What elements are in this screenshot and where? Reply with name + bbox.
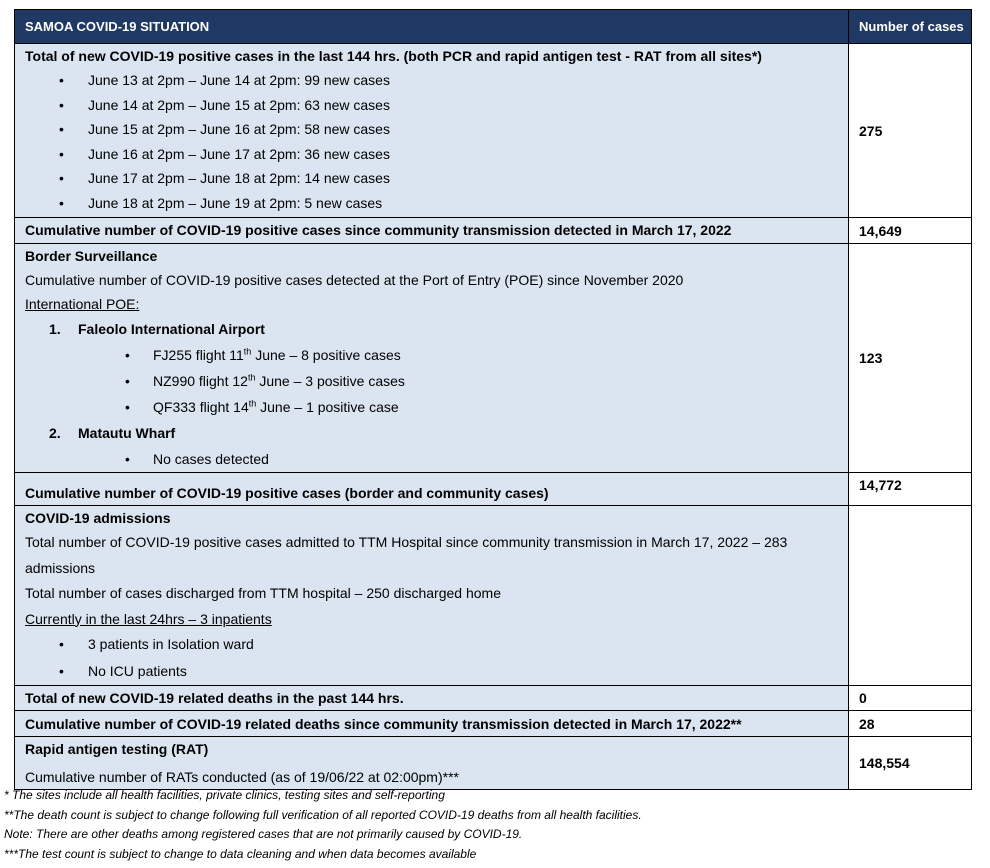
- wharf-heading: [25, 420, 848, 446]
- airport-number: 1.: [49, 321, 61, 337]
- border-desc: Cumulative number of COVID-19 positive cases detected at the Port of Entry (POE) since November 2020: [25, 272, 684, 288]
- list-item: • June 14 at 2pm – June 15 at 2pm: 63 new cases: [25, 93, 848, 118]
- row-cumulative-total: [15, 473, 972, 506]
- airport-name: Faleolo International Airport: [78, 321, 265, 337]
- cumulative-deaths-value: 28: [849, 710, 972, 736]
- header-row: [15, 10, 972, 44]
- flight-sup: th: [247, 372, 256, 383]
- admissions-title: COVID-19 admissions: [25, 510, 171, 526]
- list-item: • June 17 at 2pm – June 18 at 2pm: 14 new cases: [25, 166, 848, 191]
- admissions-current: Currently in the last 24hrs – 3 inpatients: [25, 610, 272, 627]
- intl-poe-label: International POE:: [25, 296, 140, 312]
- footnote: * The sites include all health facilities, private clinics, testing sites and self-reporting: [4, 788, 445, 802]
- rat-title: Rapid antigen testing (RAT): [25, 740, 209, 757]
- rat-desc: Cumulative number of RATs conducted (as of 19/06/22 at 02:00pm)***: [25, 768, 459, 785]
- cumulative-community-value: 14,649: [849, 218, 972, 244]
- flights-list: [25, 342, 848, 420]
- flight-sup: th: [243, 346, 252, 357]
- flight-sup: th: [248, 398, 257, 409]
- flight-text: FJ255 flight 11: [153, 347, 244, 363]
- new-cases-value: 275: [849, 44, 972, 218]
- situation-report: [14, 9, 971, 790]
- list-item: • June 13 at 2pm – June 14 at 2pm: 99 new cases: [25, 68, 848, 93]
- row-border: [15, 244, 972, 473]
- list-item: [25, 342, 848, 368]
- new-cases-title: Total of new COVID-19 positive cases in the last 144 hrs. (both PCR and rapid antigen test - RAT from all sites*): [25, 48, 762, 64]
- flight-text: June – 3 positive cases: [255, 373, 405, 389]
- list-item: [25, 368, 848, 394]
- rat-value: 148,554: [849, 736, 972, 789]
- header-cases: Number of cases: [849, 10, 972, 44]
- list-item: [25, 394, 848, 420]
- row-admissions: [15, 506, 972, 686]
- footnote: ***The test count is subject to change to data cleaning and when data becomes available: [4, 846, 477, 861]
- cumulative-community-label: Cumulative number of COVID-19 positive cases since community transmission detected in March 17, 2022: [15, 218, 849, 244]
- border-value: 123: [849, 244, 972, 473]
- list-item: • No cases detected: [25, 446, 848, 472]
- cumulative-total-value: 14,772: [849, 473, 972, 506]
- header-title: SAMOA COVID-19 SITUATION: [15, 10, 849, 44]
- admissions-line1: Total number of COVID-19 positive cases admitted to TTM Hospital since community transmission in March 17, 2022 – 283 admissions: [25, 534, 788, 576]
- flight-text: June – 8 positive cases: [251, 347, 401, 363]
- border-title: Border Surveillance: [25, 248, 158, 264]
- list-item: • June 18 at 2pm – June 19 at 2pm: 5 new cases: [25, 191, 848, 216]
- list-item: • 3 patients in Isolation ward: [25, 631, 848, 658]
- cumulative-deaths-label: Cumulative number of COVID-19 related deaths since community transmission detected in March 17, 2022**: [15, 710, 849, 736]
- situation-table: [14, 9, 972, 790]
- footnote: **The death count is subject to change following full verification of all reported COVID-19 deaths from all health facilities.: [4, 807, 642, 822]
- row-new-cases: [15, 44, 972, 218]
- list-item: • June 16 at 2pm – June 17 at 2pm: 36 new cases: [25, 142, 848, 167]
- wharf-name: Matautu Wharf: [78, 425, 176, 441]
- cumulative-total-label: Cumulative number of COVID-19 positive cases (border and community cases): [15, 473, 849, 506]
- flight-text: QF333 flight 14: [153, 399, 249, 415]
- new-deaths-value: 0: [849, 685, 972, 710]
- list-item: • No ICU patients: [25, 658, 848, 685]
- footnotes: [4, 786, 642, 864]
- admissions-line2: Total number of cases discharged from TTM hospital – 250 discharged home: [25, 585, 501, 601]
- admissions-value: [849, 506, 972, 686]
- row-cumulative-deaths: [15, 710, 972, 736]
- footnote: Note: There are other deaths among registered cases that are not primarily caused by COVID-19.: [4, 827, 523, 841]
- new-cases-list: [25, 68, 848, 216]
- wharf-number: 2.: [49, 425, 61, 441]
- wharf-list: [25, 446, 848, 472]
- row-cumulative-community: [15, 218, 972, 244]
- new-deaths-label: Total of new COVID-19 related deaths in the past 144 hrs.: [15, 685, 849, 710]
- row-rat: [15, 736, 972, 789]
- flight-text: NZ990 flight 12: [153, 373, 248, 389]
- list-item: • June 15 at 2pm – June 16 at 2pm: 58 new cases: [25, 117, 848, 142]
- flight-text: June – 1 positive case: [256, 399, 399, 415]
- row-new-deaths: [15, 685, 972, 710]
- admissions-list: [25, 631, 848, 685]
- airport-heading: [25, 316, 848, 342]
